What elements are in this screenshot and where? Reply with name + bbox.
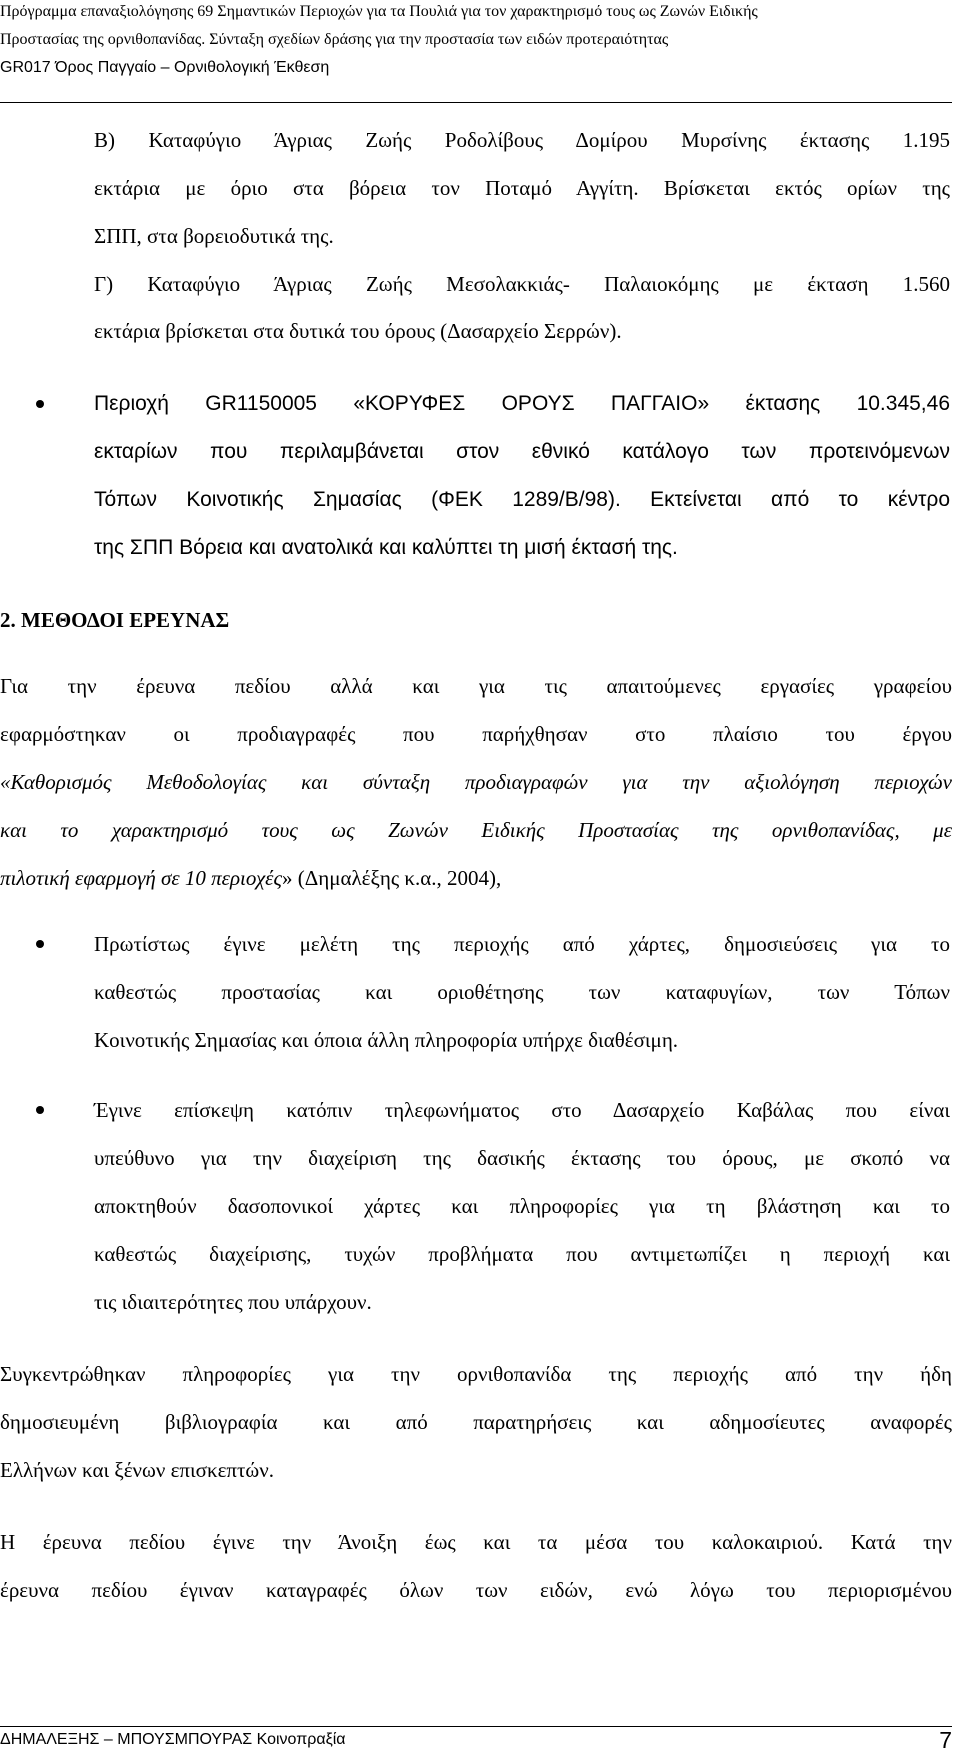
bullet2-line-4: καθεστώς διαχείρισης, τυχών προβλήματα που αντιμετωπίζει η περιοχή και — [94, 1242, 950, 1266]
item-b-line-2: εκτάρια με όριο στα βόρεια τον Ποταμό Αγγίτη. Βρίσκεται εκτός ορίων της — [94, 176, 950, 200]
para1-line-2: εφαρμόστηκαν οι προδιαγραφές που παρήχθησαν στο πλαίσιο του έργου — [0, 722, 952, 746]
area-line-1: Περιοχή GR1150005 «ΚΟΡΥΦΕΣ ΟΡΟΥΣ ΠΑΓΓΑΙΟ» έκτασης 10.345,46 — [94, 392, 950, 415]
section-heading: 2. ΜΕΘΟΔΟΙ ΕΡΕΥΝΑΣ — [0, 608, 230, 632]
bullet1-line-3: Κοινοτικής Σημασίας και όποια άλλη πληροφορία υπήρχε διαθέσιμη. — [94, 1028, 679, 1052]
footer-text: ΔΗΜΑΛΕΞΗΣ – ΜΠΟΥΣΜΠΟΥΡΑΣ Κοινοπραξία — [0, 1731, 346, 1748]
bullet-marker — [36, 1106, 44, 1114]
para2-line-1: Συγκεντρώθηκαν πληροφορίες για την ορνιθοπανίδα της περιοχής από την ήδη — [0, 1362, 952, 1386]
para1-line-1: Για την έρευνα πεδίου αλλά και για τις απαιτούμενες εργασίες γραφείου — [0, 674, 952, 698]
footer-rule — [0, 1726, 952, 1727]
item-b-line-1: Β) Καταφύγιο Άγριας Ζωής Ροδολίβους Δομίρου Μυρσίνης έκτασης 1.195 — [94, 128, 950, 152]
para1-line-5-rest: » (Δημαλέξης κ.α., 2004), — [281, 866, 502, 890]
area-line-4: της ΣΠΠ Βόρεια και ανατολικά και καλύπτει τη μισή έκτασή της. — [94, 536, 678, 559]
para1-line-5 — [0, 864, 501, 892]
item-g-line-1: Γ) Καταφύγιο Άγριας Ζωής Μεσολακκιάς- Παλαιοκόμης με έκταση 1.560 — [94, 272, 950, 296]
bullet-marker — [36, 400, 44, 408]
bullet1-line-2: καθεστώς προστασίας και οριοθέτησης των καταφυγίων, των Τόπων — [94, 980, 950, 1004]
bullet2-line-2: υπεύθυνο για την διαχείριση της δασικής έκτασης του όρους, με σκοπό να — [94, 1146, 950, 1170]
bullet2-line-1: Έγινε επίσκεψη κατόπιν τηλεφωνήματος στο Δασαρχείο Καβάλας που είναι — [94, 1098, 950, 1122]
item-g-line-2: εκτάρια βρίσκεται στα δυτικά του όρους (Δασαρχείο Σερρών). — [94, 319, 622, 343]
para1-line-4: και το χαρακτηρισμό τους ως Ζωνών Ειδικής Προστασίας της ορνιθοπανίδας, με — [0, 818, 952, 842]
para3-line-2: έρευνα πεδίου έγιναν καταγραφές όλων των ειδών, ενώ λόγω του περιορισμένου — [0, 1578, 952, 1602]
bullet1-line-1: Πρωτίστως έγινε μελέτη της περιοχής από χάρτες, δημοσιεύσεις για το — [94, 932, 950, 956]
area-line-3: Τόπων Κοινοτικής Σημασίας (ΦΕΚ 1289/Β/98). Εκτείνεται από το κέντρο — [94, 488, 950, 511]
page-number: 7 — [939, 1727, 952, 1753]
para3-line-1: Η έρευνα πεδίου έγινε την Άνοιξη έως και τα μέσα του καλοκαιριού. Κατά την — [0, 1530, 952, 1554]
para1-line-3: «Καθορισμός Μεθοδολογίας και σύνταξη προδιαγραφών για την αξιολόγηση περιοχών — [0, 770, 952, 794]
item-b-line-3: ΣΠΠ, στα βορειοδυτικά της. — [94, 224, 334, 248]
area-line-2: εκταρίων που περιλαμβάνεται στον εθνικό κατάλογο των προτεινόμενων — [94, 440, 950, 463]
para1-line-5-italic: πιλοτική εφαρμογή σε 10 περιοχές — [0, 866, 282, 890]
header-line-3: GR017 Όρος Παγγαίο – Ορνιθολογική Έκθεση — [0, 59, 330, 76]
bullet-marker — [36, 940, 44, 948]
para2-line-2: δημοσιευμένη βιβλιογραφία και από παρατηρήσεις και αδημοσίευτες αναφορές — [0, 1410, 952, 1434]
header-line-2: Προστασίας της ορνιθοπανίδας. Σύνταξη σχεδίων δράσης για την προστασία των ειδών προτεραιότητας — [0, 31, 669, 48]
bullet2-line-3: αποκτηθούν δασοπονικοί χάρτες και πληροφορίες για τη βλάστηση και το — [94, 1194, 950, 1218]
bullet2-line-5: τις ιδιαιτερότητες που υπάρχουν. — [94, 1290, 372, 1314]
header-rule — [0, 102, 952, 103]
header-line-1: Πρόγραμμα επαναξιολόγησης 69 Σημαντικών Περιοχών για τα Πουλιά για τον χαρακτηρισμό τους ως Ζωνών Ειδικής — [0, 3, 758, 20]
para2-line-3: Ελλήνων και ξένων επισκεπτών. — [0, 1458, 274, 1482]
